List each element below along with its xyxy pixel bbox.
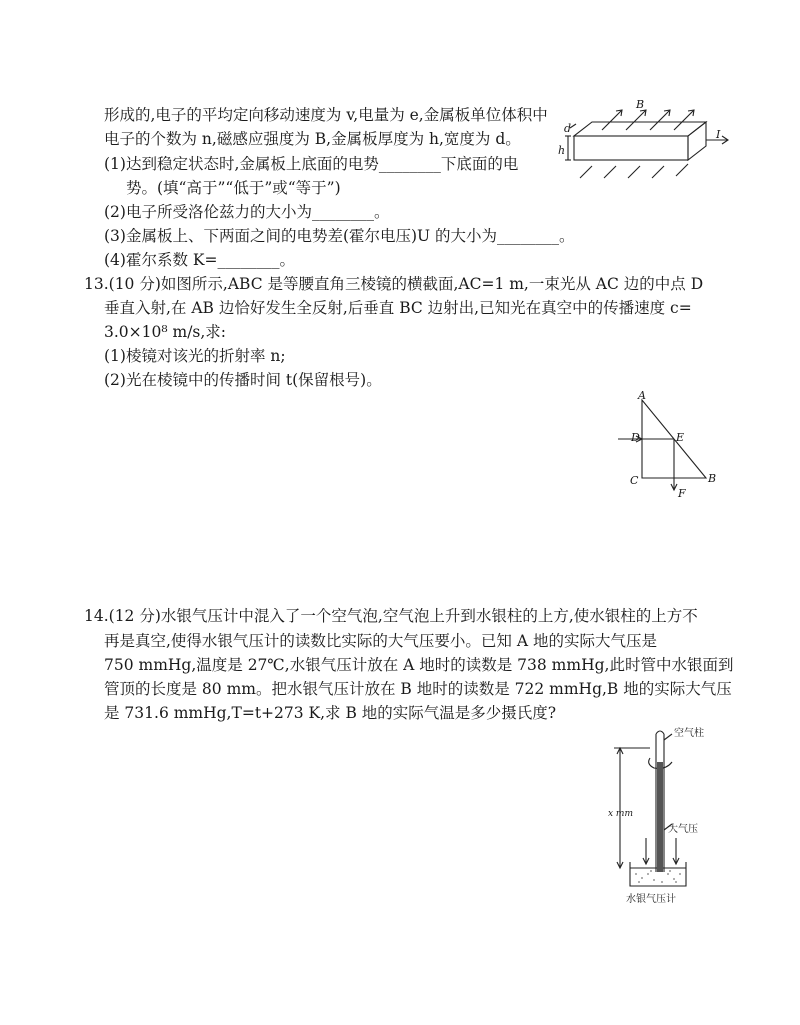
- q12-part-4: (4)霍尔系数 K=________。: [104, 251, 295, 269]
- label-b: B: [636, 98, 645, 111]
- label-atm-pressure: 大气压: [668, 824, 698, 835]
- label-d: d: [564, 122, 572, 135]
- q14-line-2: 再是真空,使得水银气压计的读数比实际的大气压要小。已知 A 地的实际大气压是: [104, 632, 657, 650]
- hall-plate-figure: [556, 96, 736, 192]
- label-h: h: [558, 144, 566, 157]
- label-c: C: [630, 474, 639, 487]
- q12-part-2: (2)电子所受洛伦兹力的大小为________。: [104, 203, 390, 221]
- plate-front-face: [574, 136, 688, 160]
- q12-part-1-cont: 势。(填“高于”“低于”或“等于”): [126, 179, 341, 197]
- q13-line-2: 垂直入射,在 AB 边恰好发生全反射,后垂直 BC 边射出,已知光在真空中的传播速度 c=: [104, 299, 692, 317]
- q13-line-1: 13.(10 分)如图所示,ABC 是等腰直角三棱镜的横截面,AC=1 m,一束光从 AC 边的中点 D: [84, 275, 704, 293]
- prism-figure: [612, 390, 722, 500]
- q14-line-4: 管顶的长度是 80 mm。把水银气压计放在 B 地时的读数是 722 mmHg,B 地的实际大气压: [104, 680, 732, 698]
- q12-part-1: (1)达到稳定状态时,金属板上底面的电势________下底面的电: [104, 155, 519, 173]
- q13-part-2: (2)光在棱镜中的传播时间 t(保留根号)。: [104, 371, 382, 389]
- barometer-figure: [606, 722, 726, 912]
- q14-line-5: 是 731.6 mmHg,T=t+273 K,求 B 地的实际气温是多少摄氏度?: [104, 704, 557, 722]
- label-i: I: [716, 128, 721, 141]
- label-barometer-caption: 水银气压计: [626, 894, 676, 905]
- label-e: E: [676, 431, 685, 444]
- q14-line-3: 750 mmHg,温度是 27℃,水银气压计放在 A 地时的读数是 738 mmHg,此时管中水银面到: [104, 656, 734, 674]
- plate-top-face: [574, 122, 706, 136]
- q13-part-1: (1)棱镜对该光的折射率 n;: [104, 347, 286, 365]
- label-d-point: D: [631, 431, 640, 444]
- q12-line-1: 形成的,电子的平均定向移动速度为 v,电量为 e,金属板单位体积中: [104, 106, 548, 124]
- label-b-point: B: [708, 472, 717, 485]
- q12-part-3: (3)金属板上、下两面之间的电势差(霍尔电压)U 的大小为________。: [104, 227, 575, 245]
- q14-line-1: 14.(12 分)水银气压计中混入了一个空气泡,空气泡上升到水银柱的上方,使水银柱的上方不: [84, 607, 698, 625]
- label-a: A: [638, 390, 646, 402]
- label-f: F: [678, 487, 686, 500]
- plate-side-face: [688, 122, 706, 160]
- q13-line-3: 3.0×10⁸ m/s,求:: [104, 323, 227, 341]
- q12-line-2: 电子的个数为 n,磁感应强度为 B,金属板厚度为 h,宽度为 d。: [104, 130, 521, 148]
- label-air-column: 空气柱: [674, 728, 704, 739]
- label-x-mm: x mm: [608, 809, 634, 819]
